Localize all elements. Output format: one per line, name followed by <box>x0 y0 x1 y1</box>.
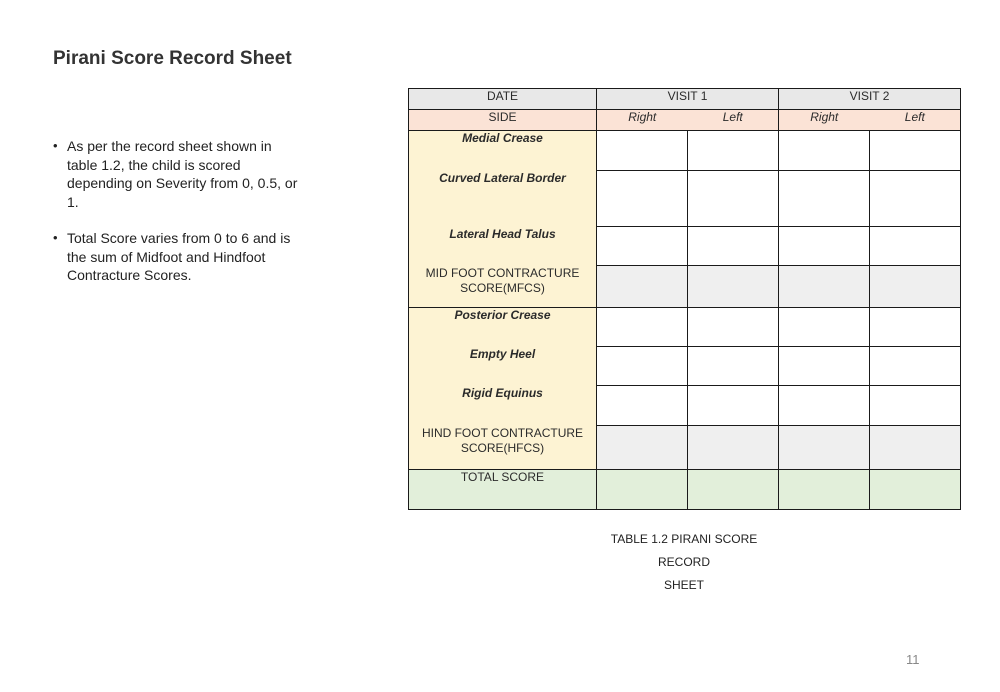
hfcs-cell[interactable] <box>688 426 779 470</box>
score-cell[interactable] <box>870 347 961 386</box>
hfcs-cell[interactable] <box>779 426 870 470</box>
bullet-item <box>53 229 303 285</box>
score-cell[interactable] <box>779 386 870 426</box>
table-row <box>409 266 961 308</box>
table-row <box>409 347 961 386</box>
score-cell[interactable] <box>779 171 870 227</box>
caption-line: SHEET <box>663 578 704 592</box>
score-cell[interactable] <box>597 386 688 426</box>
rigid-equinus-label: Rigid Equinus <box>409 386 597 426</box>
score-cell[interactable] <box>597 308 688 347</box>
caption-line: TABLE 1.2 PIRANI SCORE RECORD <box>610 532 758 569</box>
table-header-row <box>409 89 961 110</box>
score-cell[interactable] <box>597 227 688 266</box>
side-row <box>409 110 961 131</box>
score-cell[interactable] <box>779 308 870 347</box>
total-score-label: TOTAL SCORE <box>409 470 597 510</box>
empty-heel-label: Empty Heel <box>409 347 597 386</box>
mfcs-label: MID FOOT CONTRACTURE SCORE(MFCS) <box>409 266 597 308</box>
score-cell[interactable] <box>870 171 961 227</box>
score-cell[interactable] <box>688 171 779 227</box>
score-cell[interactable] <box>870 227 961 266</box>
mfcs-cell[interactable] <box>870 266 961 308</box>
bullet-item <box>53 137 303 211</box>
lateral-head-talus-label: Lateral Head Talus <box>409 227 597 266</box>
visit2-left-label: Left <box>870 110 961 131</box>
mfcs-cell[interactable] <box>597 266 688 308</box>
score-cell[interactable] <box>779 227 870 266</box>
score-cell[interactable] <box>870 308 961 347</box>
bullet-text: Total Score varies from 0 to 6 and is the sum of Midfoot and Hindfoot Contracture Scores. <box>67 230 291 283</box>
visit2-header: VISIT 2 <box>779 89 961 110</box>
score-cell[interactable] <box>597 131 688 171</box>
hfcs-cell[interactable] <box>870 426 961 470</box>
total-cell[interactable] <box>688 470 779 510</box>
posterior-crease-label: Posterior Crease <box>409 308 597 347</box>
mfcs-cell[interactable] <box>688 266 779 308</box>
curved-lateral-border-label: Curved Lateral Border <box>409 171 597 227</box>
score-cell[interactable] <box>779 347 870 386</box>
table-caption <box>584 528 784 597</box>
total-cell[interactable] <box>597 470 688 510</box>
hfcs-label: HIND FOOT CONTRACTURE SCORE(HFCS) <box>409 426 597 470</box>
table-row <box>409 470 961 510</box>
score-cell[interactable] <box>688 308 779 347</box>
date-header: DATE <box>409 89 597 110</box>
bullet-list <box>53 137 303 303</box>
score-cell[interactable] <box>688 131 779 171</box>
table-row <box>409 426 961 470</box>
score-cell[interactable] <box>688 227 779 266</box>
score-cell[interactable] <box>779 131 870 171</box>
total-cell[interactable] <box>870 470 961 510</box>
score-cell[interactable] <box>870 131 961 171</box>
page-number: 11 <box>906 652 920 667</box>
score-cell[interactable] <box>597 171 688 227</box>
mfcs-cell[interactable] <box>779 266 870 308</box>
bullet-icon: • <box>53 230 58 245</box>
visit2-right-label: Right <box>779 110 870 131</box>
table-row <box>409 227 961 266</box>
score-cell[interactable] <box>870 386 961 426</box>
score-cell[interactable] <box>688 347 779 386</box>
visit1-right-label: Right <box>597 110 688 131</box>
score-cell[interactable] <box>597 347 688 386</box>
side-label: SIDE <box>409 110 597 131</box>
pirani-score-table <box>408 88 961 510</box>
score-cell[interactable] <box>688 386 779 426</box>
table-row <box>409 131 961 171</box>
page-title: Pirani Score Record Sheet <box>53 48 292 69</box>
visit1-header: VISIT 1 <box>597 89 779 110</box>
hfcs-cell[interactable] <box>597 426 688 470</box>
bullet-text: As per the record sheet shown in table 1.2, the child is scored depending on Severity from 0, 0.5, or 1. <box>67 138 298 210</box>
table-row <box>409 171 961 227</box>
visit1-left-label: Left <box>688 110 779 131</box>
total-cell[interactable] <box>779 470 870 510</box>
table-row <box>409 386 961 426</box>
table-row <box>409 308 961 347</box>
bullet-icon: • <box>53 138 58 153</box>
medial-crease-label: Medial Crease <box>409 131 597 171</box>
